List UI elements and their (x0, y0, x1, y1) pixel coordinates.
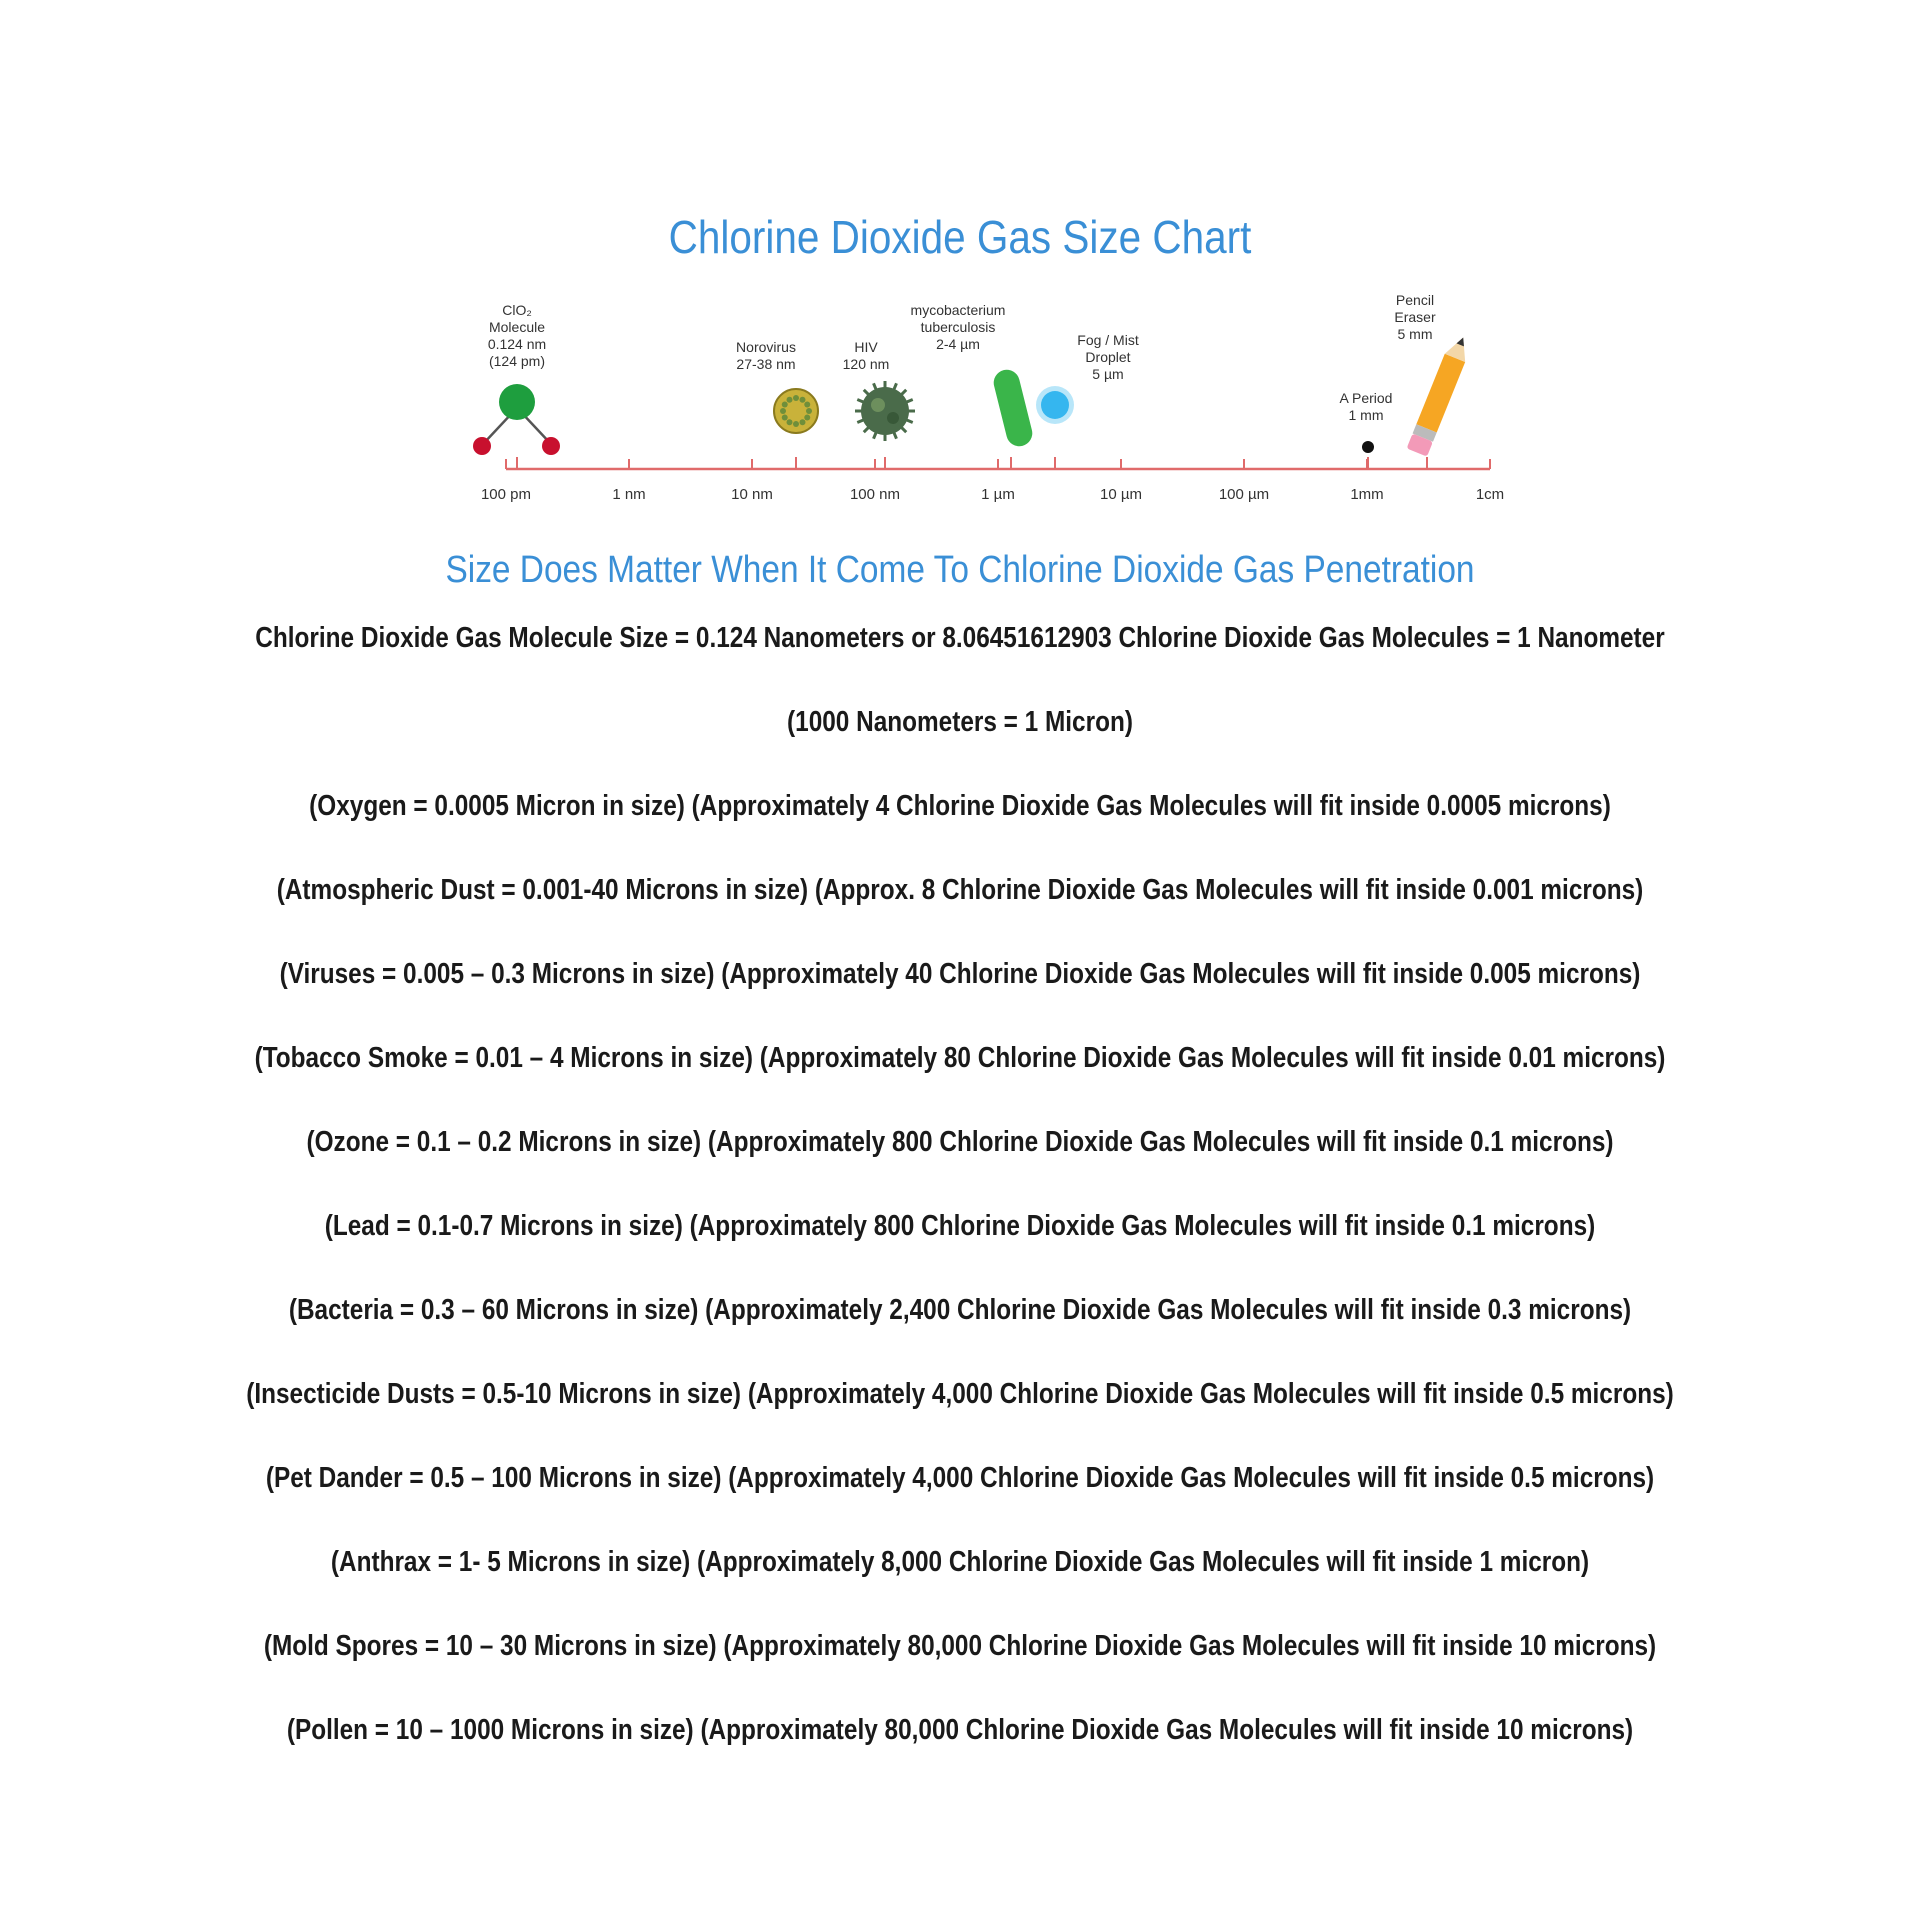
virus-icon (855, 381, 915, 441)
pencil-icon (1407, 333, 1474, 456)
fact-line: Chlorine Dioxide Gas Molecule Size = 0.124 Nanometers or 8.06451612903 Chlorine Dioxide Gas Molecules = 1 Nanometer (255, 622, 1665, 654)
fact-line: (Insecticide Dusts = 0.5-10 Microns in size) (Approximately 4,000 Chlorine Dioxide Gas Molecules will fit inside 0.5 microns) (246, 1378, 1674, 1410)
item-label: Pencil (1395, 292, 1435, 308)
subtitle: Size Does Matter When It Come To Chlorine Dioxide Gas Penetration (445, 549, 1475, 591)
tick-label: 100 µm (1218, 486, 1270, 503)
tick-label: 1 nm (612, 486, 646, 503)
item-label: mycobacterium (910, 302, 1006, 318)
fact-line: (Lead = 0.1-0.7 Microns in size) (Approximately 800 Chlorine Dioxide Gas Molecules will fit inside 0.1 microns) (324, 1210, 1596, 1242)
item-label: A Period (1339, 390, 1393, 406)
item-label: 1 mm (1348, 407, 1384, 423)
droplet-icon (1036, 386, 1074, 424)
item-label: 0.124 nm (487, 336, 547, 352)
item-label: (124 pm) (488, 353, 546, 369)
fact-line: (Bacteria = 0.3 – 60 Microns in size) (Approximately 2,400 Chlorine Dioxide Gas Molecules will fit inside 0.3 microns) (288, 1294, 1632, 1326)
tick-label: 1cm (1475, 486, 1505, 503)
fact-line: (Pollen = 10 – 1000 Microns in size) (Approximately 80,000 Chlorine Dioxide Gas Molecules will fit inside 10 microns) (286, 1714, 1634, 1746)
item-label: 5 mm (1397, 326, 1433, 342)
fact-line: (Mold Spores = 10 – 30 Microns in size) (Approximately 80,000 Chlorine Dioxide Gas Molecules will fit inside 10 microns) (263, 1630, 1657, 1662)
item-label: HIV (854, 339, 878, 355)
item-label: tuberculosis (920, 319, 996, 335)
item-label: Eraser (1394, 309, 1436, 325)
facts-list (0, 618, 1920, 1794)
tick-label: 1 µm (981, 486, 1015, 503)
fact-line: (1000 Nanometers = 1 Micron) (787, 706, 1133, 738)
fact-line: (Tobacco Smoke = 0.01 – 4 Microns in size) (Approximately 80 Chlorine Dioxide Gas Molecules will fit inside 0.01 microns) (254, 1042, 1666, 1074)
chart-title: Chlorine Dioxide Gas Size Chart (668, 211, 1252, 263)
fact-line: (Atmospheric Dust = 0.001-40 Microns in size) (Approx. 8 Chlorine Dioxide Gas Molecules will fit inside 0.001 microns) (276, 874, 1644, 906)
virus-icon (774, 389, 818, 433)
fact-line: (Oxygen = 0.0005 Micron in size) (Approximately 4 Chlorine Dioxide Gas Molecules will fit inside 0.0005 microns) (309, 790, 1611, 822)
item-label: Droplet (1085, 349, 1131, 365)
item-label: ClO₂ (502, 302, 532, 318)
tick-label: 100 nm (849, 486, 901, 503)
fact-line: (Ozone = 0.1 – 0.2 Microns in size) (Approximately 800 Chlorine Dioxide Gas Molecules will fit inside 0.1 microns) (306, 1126, 1614, 1158)
fact-line: (Anthrax = 1- 5 Microns in size) (Approximately 8,000 Chlorine Dioxide Gas Molecules will fit inside 1 micron) (330, 1546, 1590, 1578)
item-label: 2-4 µm (936, 336, 980, 352)
item-label: 27-38 nm (736, 356, 796, 372)
molecule-icon (473, 384, 560, 455)
item-label: 5 µm (1092, 366, 1124, 382)
fact-line: (Viruses = 0.005 – 0.3 Microns in size) (Approximately 40 Chlorine Dioxide Gas Molecules will fit inside 0.005 microns) (279, 958, 1641, 990)
tick-label: 10 nm (731, 486, 773, 503)
tick-label: 1mm (1350, 486, 1384, 503)
fact-line: (Pet Dander = 0.5 – 100 Microns in size) (Approximately 4,000 Chlorine Dioxide Gas Molecules will fit inside 0.5 microns) (265, 1462, 1655, 1494)
item-label: Molecule (488, 319, 546, 335)
bacterium-icon (991, 367, 1035, 449)
size-scale-diagram (430, 285, 1520, 520)
tick-label: 10 µm (1100, 486, 1142, 503)
dot-icon (1362, 441, 1374, 453)
item-label: Norovirus (736, 339, 796, 355)
item-label: 120 nm (842, 356, 890, 372)
tick-label: 100 pm (480, 486, 532, 503)
item-label: Fog / Mist (1077, 332, 1139, 348)
